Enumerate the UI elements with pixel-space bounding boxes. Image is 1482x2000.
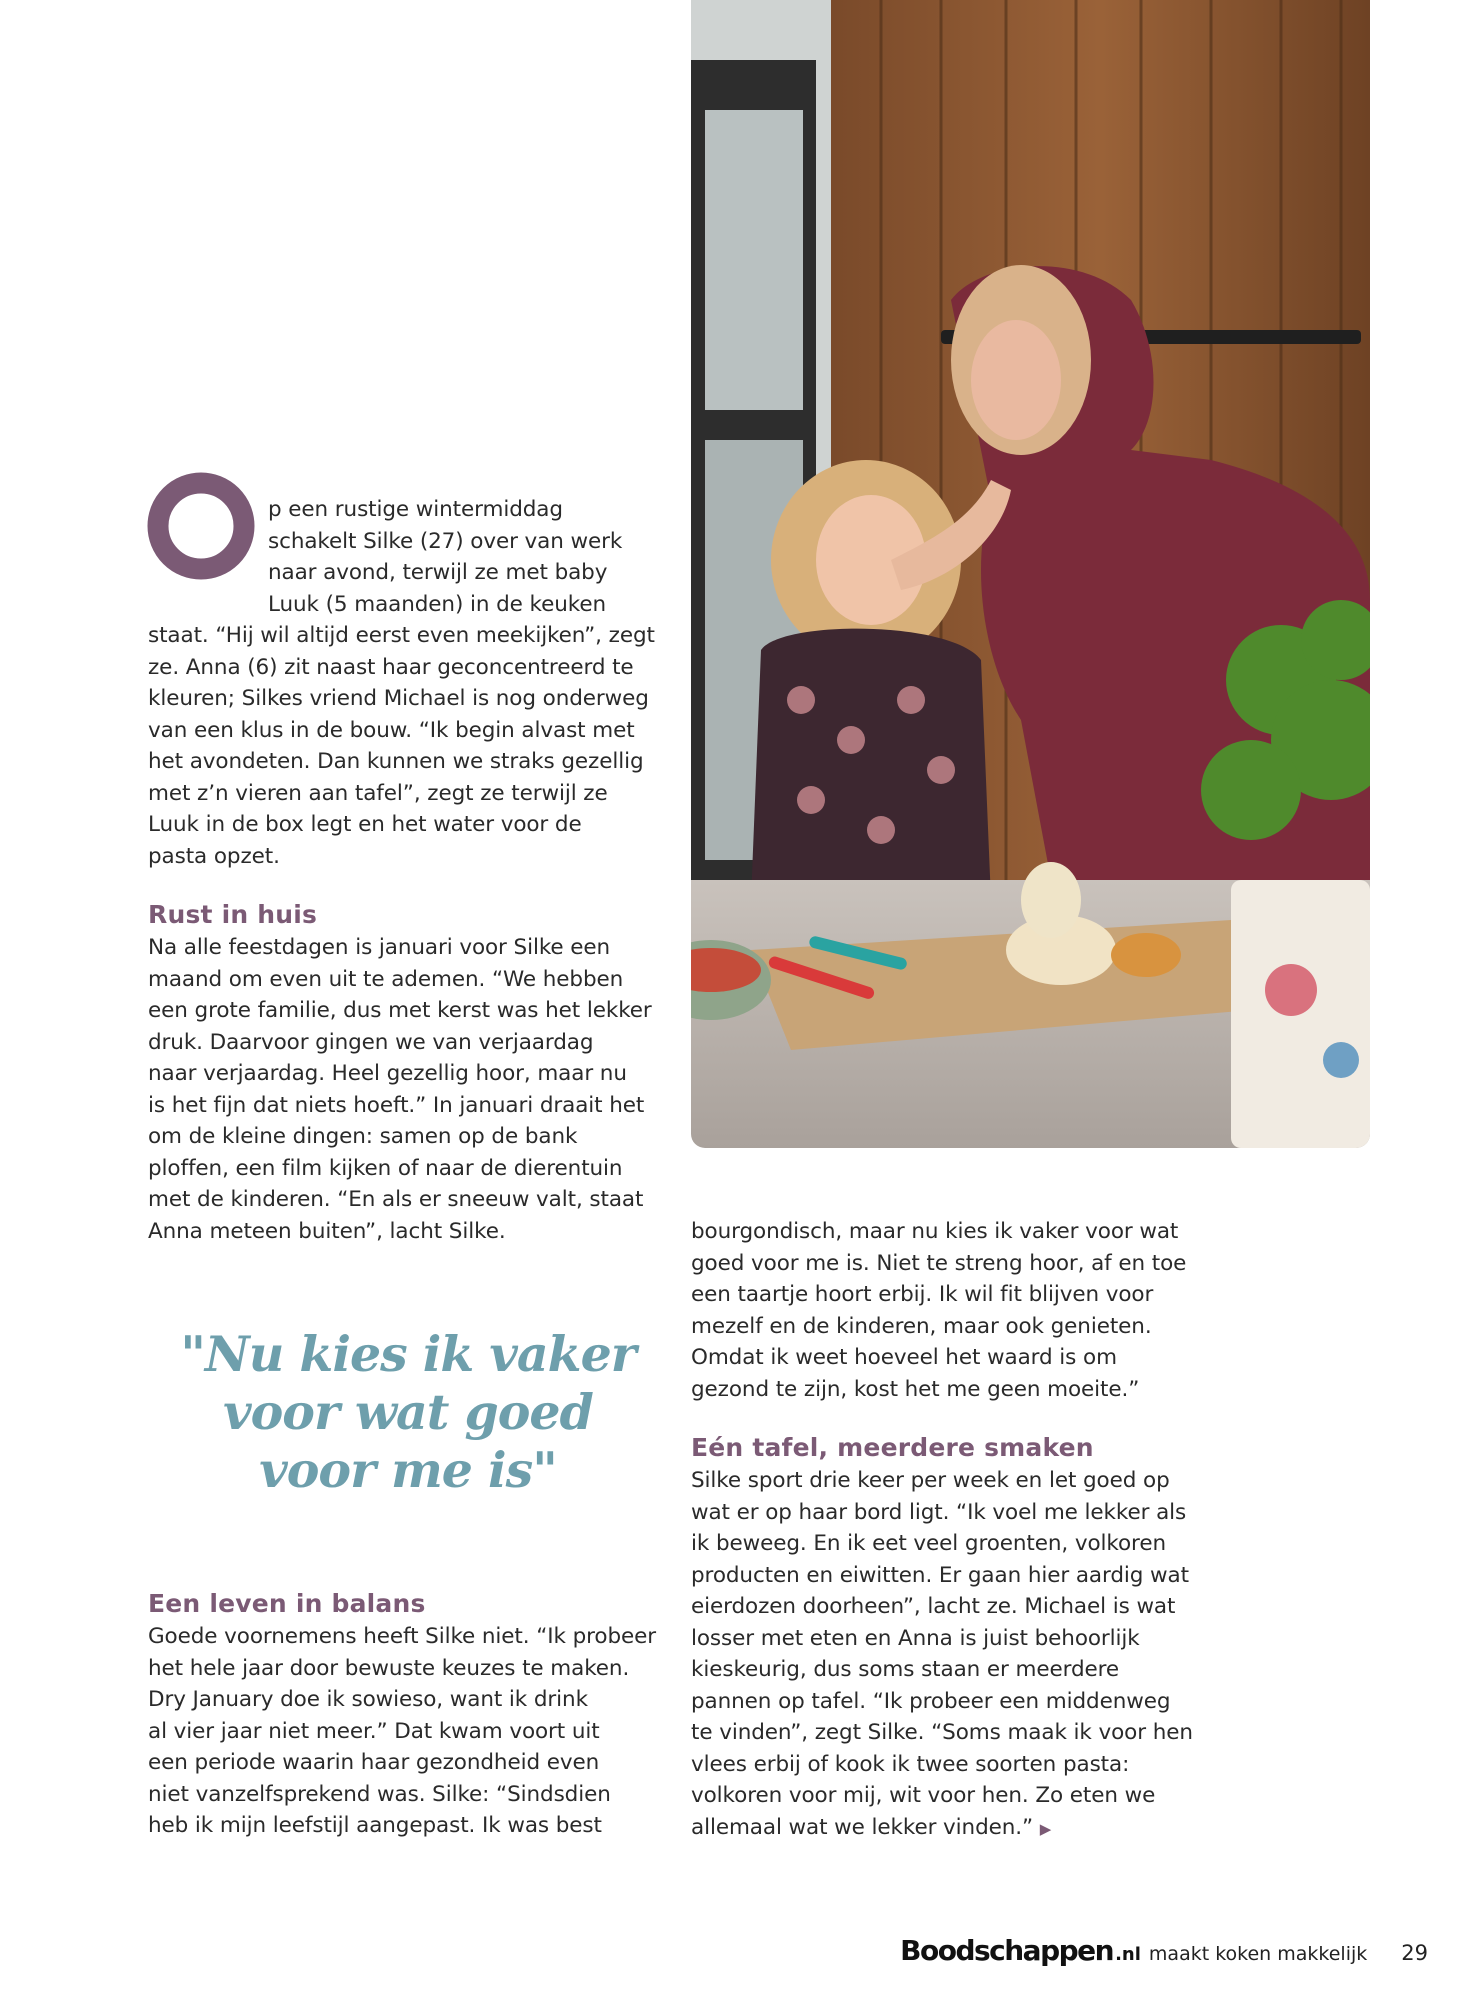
text-line: een grote familie, dus met kerst was het lekker xyxy=(148,998,652,1023)
quote-line: voor wat goed xyxy=(223,1383,593,1441)
quote-line: voor me is" xyxy=(259,1441,557,1499)
text-line: het avondeten. Dan kunnen we straks gezellig xyxy=(148,749,644,774)
text-line: om de kleine dingen: samen op de bank xyxy=(148,1124,578,1149)
section-een-tafel xyxy=(691,1431,1251,1845)
text-line: ploffen, een film kijken of naar de dierentuin xyxy=(148,1155,623,1181)
text-line: losser met eten en Anna is juist behoorlijk xyxy=(691,1625,1140,1651)
text-line: kleuren; Silkes vriend Michael is nog onderweg xyxy=(148,686,649,711)
text-line: Goede voornemens heeft Silke niet. “Ik probeer xyxy=(148,1624,657,1649)
text-line: producten en eiwitten. Er gaan hier aardig wat xyxy=(691,1562,1189,1588)
text-line: met de kinderen. “En als er sneeuw valt, staat xyxy=(148,1187,644,1212)
text-line: naar avond, terwijl ze met baby xyxy=(268,560,608,585)
pull-quote xyxy=(148,1325,668,1499)
section-heading: Eén tafel, meerdere smaken xyxy=(691,1433,1094,1462)
text-line: Silke sport drie keer per week en let goed op xyxy=(691,1468,1170,1493)
text-line: ze. Anna (6) zit naast haar geconcentreerd te xyxy=(148,654,634,680)
page-number: 29 xyxy=(1401,1941,1428,1965)
text-line: p een rustige wintermiddag xyxy=(268,497,563,522)
article-photo xyxy=(691,0,1370,1148)
text-line: niet vanzelfsprekend was. Silke: “Sindsdien xyxy=(148,1781,611,1807)
kitchen-scene-illustration xyxy=(691,0,1370,1148)
quote-line: "Nu kies ik vaker xyxy=(180,1325,636,1383)
text-line: een taartje hoort erbij. Ik wil fit blijven voor xyxy=(691,1282,1154,1307)
brand-logo-tld: .nl xyxy=(1115,1944,1141,1965)
text-line xyxy=(691,1812,1251,1846)
text-line: Na alle feestdagen is januari voor Silke een xyxy=(148,935,611,960)
text-line: druk. Daarvoor gingen we van verjaardag xyxy=(148,1029,594,1055)
text-line: met z’n vieren aan tafel”, zegt ze terwijl ze xyxy=(148,780,608,806)
text-line: pasta opzet. xyxy=(148,843,280,869)
brand-logo: Boodschappen xyxy=(900,1934,1114,1967)
text-line: al vier jaar niet meer.” Dat kwam voort uit xyxy=(148,1718,600,1744)
text-line: bourgondisch, maar nu kies ik vaker voor wat xyxy=(691,1219,1179,1244)
text-line: naar verjaardag. Heel gezellig hoor, maar nu xyxy=(148,1061,627,1086)
text-line: eierdozen doorheen”, lacht ze. Michael is wat xyxy=(691,1594,1176,1619)
section-leven-in-balans xyxy=(148,1587,678,1842)
section-heading: Een leven in balans xyxy=(148,1589,426,1618)
text-line: is het fijn dat niets hoeft.” In januari draait het xyxy=(148,1092,645,1118)
brand-tagline: maakt koken makkelijk xyxy=(1148,1943,1368,1965)
text-line: schakelt Silke (27) over van werk xyxy=(268,528,623,554)
text-line: Luuk in de box legt en het water voor de xyxy=(148,812,582,837)
text-line: het hele jaar door bewuste keuzes te maken. xyxy=(148,1655,630,1681)
continuation-paragraph xyxy=(691,1216,1251,1405)
text-line: gezond te zijn, kost het me geen moeite.” xyxy=(691,1376,1140,1402)
text-line: ik beweeg. En ik eet veel groenten, volkoren xyxy=(691,1531,1166,1556)
text-line: te vinden”, zegt Silke. “Soms maak ik voor hen xyxy=(691,1720,1193,1745)
text-line: Anna meteen buiten”, lacht Silke. xyxy=(148,1218,506,1244)
text-line: staat. “Hij wil altijd eerst even meekijken”, zegt xyxy=(148,623,655,648)
text-line: Omdat ik weet hoeveel het waard is om xyxy=(691,1345,1117,1370)
text-line: volkoren voor mij, wit voor hen. Zo eten we xyxy=(691,1783,1156,1808)
text-line: mezelf en de kinderen, maar ook genieten. xyxy=(691,1313,1152,1339)
text-line: een periode waarin haar gezondheid even xyxy=(148,1750,600,1775)
last-line-text: allemaal wat we lekker vinden.” xyxy=(691,1814,1034,1840)
continue-arrow-icon: ▶ xyxy=(1039,1819,1052,1838)
intro-paragraph xyxy=(148,494,668,872)
text-line: kieskeurig, dus soms staan er meerdere xyxy=(691,1657,1120,1682)
drop-cap-letter: O xyxy=(185,504,217,550)
text-line: Luuk (5 maanden) in de keuken xyxy=(268,591,607,617)
text-line: pannen op tafel. “Ik probeer een middenweg xyxy=(691,1688,1171,1714)
text-line: Dry January doe ik sowieso, want ik drink xyxy=(148,1687,588,1712)
section-rust-in-huis xyxy=(148,898,678,1247)
text-line: van een klus in de bouw. “Ik begin alvast met xyxy=(148,717,635,743)
text-line: wat er op haar bord ligt. “Ik voel me lekker als xyxy=(691,1499,1187,1525)
text-line: vlees erbij of kook ik twee soorten pasta: xyxy=(691,1751,1130,1777)
text-line: heb ik mijn leefstijl aangepast. Ik was best xyxy=(148,1813,602,1838)
section-heading: Rust in huis xyxy=(148,900,318,929)
text-line: goed voor me is. Niet te streng hoor, af en toe xyxy=(691,1250,1187,1276)
text-line: maand om even uit te ademen. “We hebben xyxy=(148,966,624,992)
page-footer xyxy=(900,1934,1428,1967)
